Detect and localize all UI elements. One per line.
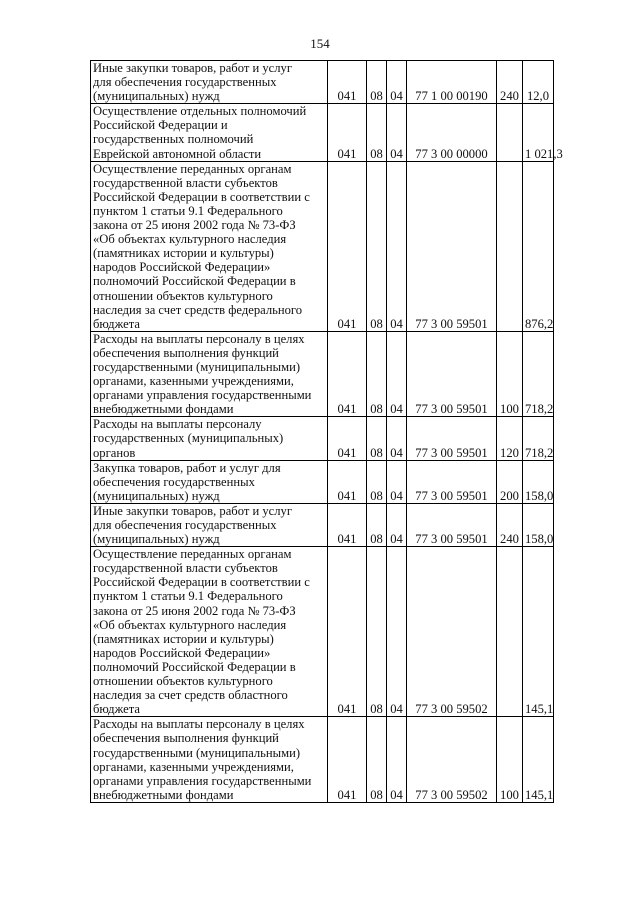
item-name-line: пунктом 1 статьи 9.1 Федерального [93, 203, 283, 218]
item-name-line: государственными (муниципальными) [93, 359, 301, 374]
item-name-line: наследия за счет средств областного [93, 688, 288, 703]
admin-code-cell: 041 [328, 417, 367, 460]
amount-cell: 158,0 [523, 503, 554, 546]
amount-cell: 1 021,3 [523, 104, 554, 161]
item-name-line: (памятниках истории и культуры) [93, 631, 274, 646]
subsection-code-cell: 04 [387, 717, 407, 803]
item-name-line: государственных полномочий [93, 132, 254, 147]
item-name-line: (муниципальных) нужд [93, 488, 220, 503]
item-name-line: органами управления государственными [93, 773, 312, 788]
item-name-line: народов Российской Федерации» [93, 260, 271, 275]
item-name-line: органами, казенными учреждениями, [93, 374, 294, 389]
section-code-cell: 08 [367, 503, 387, 546]
item-name-line: пунктом 1 статьи 9.1 Федерального [93, 589, 283, 604]
amount-cell: 718,2 [523, 417, 554, 460]
item-name-line: закона от 25 июня 2002 года № 73-ФЗ [93, 218, 296, 233]
amount-cell: 876,2 [523, 161, 554, 331]
item-name-line: внебюджетными фондами [93, 787, 234, 802]
item-name-line: (муниципальных) нужд [93, 532, 220, 547]
item-name-cell [91, 717, 328, 803]
item-name-line: для обеспечения государственных [93, 75, 277, 90]
item-name-line: бюджета [93, 702, 140, 717]
page-number: 154 [310, 36, 330, 51]
table-row [91, 460, 554, 503]
table-body [91, 61, 563, 803]
table-row [91, 104, 554, 161]
item-name-cell [91, 460, 328, 503]
item-name-line: Осуществление переданных органам [93, 547, 292, 562]
expense-type-cell: 240 [497, 503, 523, 546]
item-name-cell [91, 61, 328, 104]
target-article-cell: 77 3 00 59501 [407, 161, 497, 331]
item-name-line: народов Российской Федерации» [93, 645, 271, 660]
item-name-line: закона от 25 июня 2002 года № 73-ФЗ [93, 603, 296, 618]
admin-code-cell: 041 [328, 104, 367, 161]
admin-code-cell: 041 [328, 717, 367, 803]
target-article-cell: 77 3 00 59502 [407, 547, 497, 717]
table-row [91, 547, 554, 717]
amount-cell: 145,1 [523, 717, 554, 803]
section-code-cell: 08 [367, 61, 387, 104]
item-name-cell [91, 161, 328, 331]
item-name-line: отношении объектов культурного [93, 674, 273, 689]
item-name-line: Иные закупки товаров, работ и услуг [93, 503, 293, 518]
target-article-cell: 77 3 00 59502 [407, 717, 497, 803]
subsection-code-cell: 04 [387, 503, 407, 546]
item-name-line: Еврейской автономной области [93, 146, 262, 161]
item-name-line: «Об объектах культурного наследия [93, 617, 287, 632]
item-name-line: органами, казенными учреждениями, [93, 759, 294, 774]
section-code-cell: 08 [367, 547, 387, 717]
item-name-line: обеспечения выполнения функций [93, 731, 279, 746]
table-row [91, 61, 554, 104]
item-name-cell [91, 503, 328, 546]
section-code-cell: 08 [367, 717, 387, 803]
subsection-code-cell: 04 [387, 61, 407, 104]
item-name-line: бюджета [93, 316, 140, 331]
item-name-line: для обеспечения государственных [93, 518, 277, 532]
item-name-line: Закупка товаров, работ и услуг для [93, 460, 281, 475]
section-code-cell: 08 [367, 161, 387, 331]
item-name-line: государственной власти субъектов [93, 561, 278, 576]
target-article-cell: 77 3 00 59501 [407, 417, 497, 460]
item-name-line: наследия за счет средств федерального [93, 302, 303, 317]
item-name-line: полномочий Российской Федерации в [93, 274, 296, 289]
item-name-line: обеспечения выполнения функций [93, 345, 279, 360]
expense-type-cell [497, 547, 523, 717]
item-name-line: Российской Федерации и [93, 118, 228, 133]
item-name-line: Расходы на выплаты персоналу [93, 417, 262, 432]
item-name-cell [91, 547, 328, 717]
item-name-line: (муниципальных) нужд [93, 89, 220, 104]
admin-code-cell: 041 [328, 503, 367, 546]
admin-code-cell: 041 [328, 331, 367, 417]
target-article-cell: 77 3 00 59501 [407, 331, 497, 417]
target-article-cell: 77 3 00 59501 [407, 503, 497, 546]
item-name-line: Расходы на выплаты персоналу в целях [93, 331, 305, 346]
item-name-line: полномочий Российской Федерации в [93, 659, 296, 674]
section-code-cell: 08 [367, 460, 387, 503]
item-name-line: Расходы на выплаты персоналу в целях [93, 717, 305, 732]
subsection-code-cell: 04 [387, 460, 407, 503]
item-name-line: органов [93, 445, 136, 460]
expense-type-cell [497, 161, 523, 331]
item-name-line: обеспечения государственных [93, 474, 255, 489]
section-code-cell: 08 [367, 104, 387, 161]
table-row [91, 161, 554, 331]
item-name-cell [91, 417, 328, 460]
target-article-cell: 77 3 00 00000 [407, 104, 497, 161]
section-code-cell: 08 [367, 331, 387, 417]
table-row [91, 717, 554, 803]
item-name-line: внебюджетными фондами [93, 402, 234, 417]
expense-type-cell: 100 [497, 331, 523, 417]
item-name-line: государственными (муниципальными) [93, 745, 301, 760]
admin-code-cell: 041 [328, 547, 367, 717]
item-name-line: «Об объектах культурного наследия [93, 232, 287, 247]
amount-cell: 12,0 [523, 61, 554, 104]
item-name-line: Российской Федерации в соответствии с [93, 575, 310, 590]
expense-type-cell: 100 [497, 717, 523, 803]
item-name-line: Российской Федерации в соответствии с [93, 189, 310, 204]
expense-type-cell [497, 104, 523, 161]
table-row [91, 503, 554, 546]
subsection-code-cell: 04 [387, 104, 407, 161]
item-name-line: органами управления государственными [93, 388, 312, 403]
item-name-line: отношении объектов культурного [93, 288, 273, 303]
amount-cell: 718,2 [523, 331, 554, 417]
amount-cell: 145,1 [523, 547, 554, 717]
budget-table [90, 60, 563, 803]
item-name-line: Иные закупки товаров, работ и услуг [93, 61, 293, 75]
item-name-line: государственной власти субъектов [93, 175, 278, 190]
table-row [91, 417, 554, 460]
admin-code-cell: 041 [328, 460, 367, 503]
expense-type-cell: 200 [497, 460, 523, 503]
target-article-cell: 77 1 00 00190 [407, 61, 497, 104]
admin-code-cell: 041 [328, 161, 367, 331]
item-name-cell [91, 104, 328, 161]
section-code-cell: 08 [367, 417, 387, 460]
item-name-line: государственных (муниципальных) [93, 431, 284, 446]
item-name-cell [91, 331, 328, 417]
subsection-code-cell: 04 [387, 547, 407, 717]
subsection-code-cell: 04 [387, 161, 407, 331]
amount-cell: 158,0 [523, 460, 554, 503]
item-name-line: Осуществление переданных органам [93, 161, 292, 176]
item-name-line: (памятниках истории и культуры) [93, 246, 274, 261]
admin-code-cell: 041 [328, 61, 367, 104]
expense-type-cell: 120 [497, 417, 523, 460]
subsection-code-cell: 04 [387, 417, 407, 460]
item-name-line: Осуществление отдельных полномочий [93, 104, 307, 119]
subsection-code-cell: 04 [387, 331, 407, 417]
table-row [91, 331, 554, 417]
expense-type-cell: 240 [497, 61, 523, 104]
target-article-cell: 77 3 00 59501 [407, 460, 497, 503]
